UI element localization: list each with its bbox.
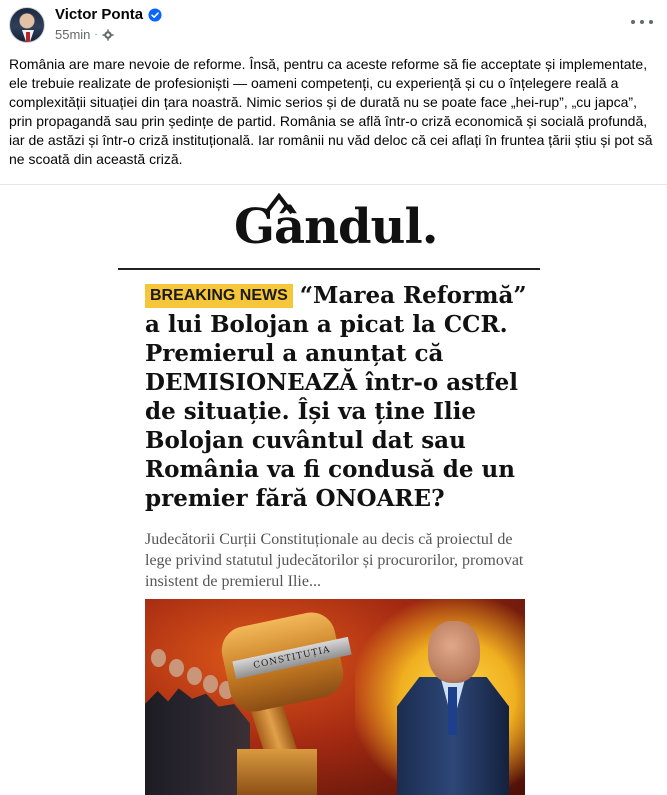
post-timestamp[interactable]: 55min <box>55 27 91 42</box>
verified-badge-icon <box>148 8 162 22</box>
author-name[interactable]: Victor Ponta <box>55 6 144 23</box>
gavel-block <box>237 749 317 795</box>
publication-logo <box>118 193 540 267</box>
meta-separator: · <box>94 29 98 40</box>
post-header <box>0 0 667 48</box>
post-meta <box>55 27 114 42</box>
article-headline <box>145 281 530 513</box>
article-lead: Judecătorii Curții Constituționale au decis că proiectul de lege privind statutul judecătorilor și procurorilor, promovat insistent de premierul Ilie... <box>145 531 524 590</box>
logo-text: Gândul. <box>234 199 438 255</box>
gear-icon[interactable] <box>102 29 114 41</box>
shared-article-image[interactable] <box>0 184 667 795</box>
post-text: România are mare nevoie de reforme. Însă, pentru ca aceste reforme să fie acceptate și implementate, ele trebuie realizate de profesioniști — oameni competenți, cu experiență și cu o înțelegere reală a complexității situației din țara noastră. Nimic serios și de durată nu se poate face „hei-rup”, „cu japca”, prin propagandă sau prin ședințe de partid. România se află într-o criză economică și socială profundă, iar de astăzi și într-o criză instituțională. Iar românii nu văd deloc că cei aflați în fruntea țării știu și pot să ne scoată din această criză. <box>9 56 653 167</box>
headline-text: “Marea Reformă” a lui Bolojan a picat la CCR. Premierul a anunțat că DEMISIONEAZĂ într-o astfel de situație. Își va ține Ilie Bolojan cuvântul dat sau România va fi condusă de un premier fără ONOARE? <box>145 282 527 512</box>
breaking-news-badge: BREAKING NEWS <box>145 284 293 308</box>
logo-divider <box>118 268 540 270</box>
gavel-band-label: CONSTITUȚIA <box>232 637 351 679</box>
article-photo <box>145 599 525 795</box>
author-avatar[interactable] <box>9 7 45 43</box>
man-head <box>428 621 480 683</box>
more-options-icon[interactable] <box>631 14 653 30</box>
author-name-row <box>55 6 162 23</box>
